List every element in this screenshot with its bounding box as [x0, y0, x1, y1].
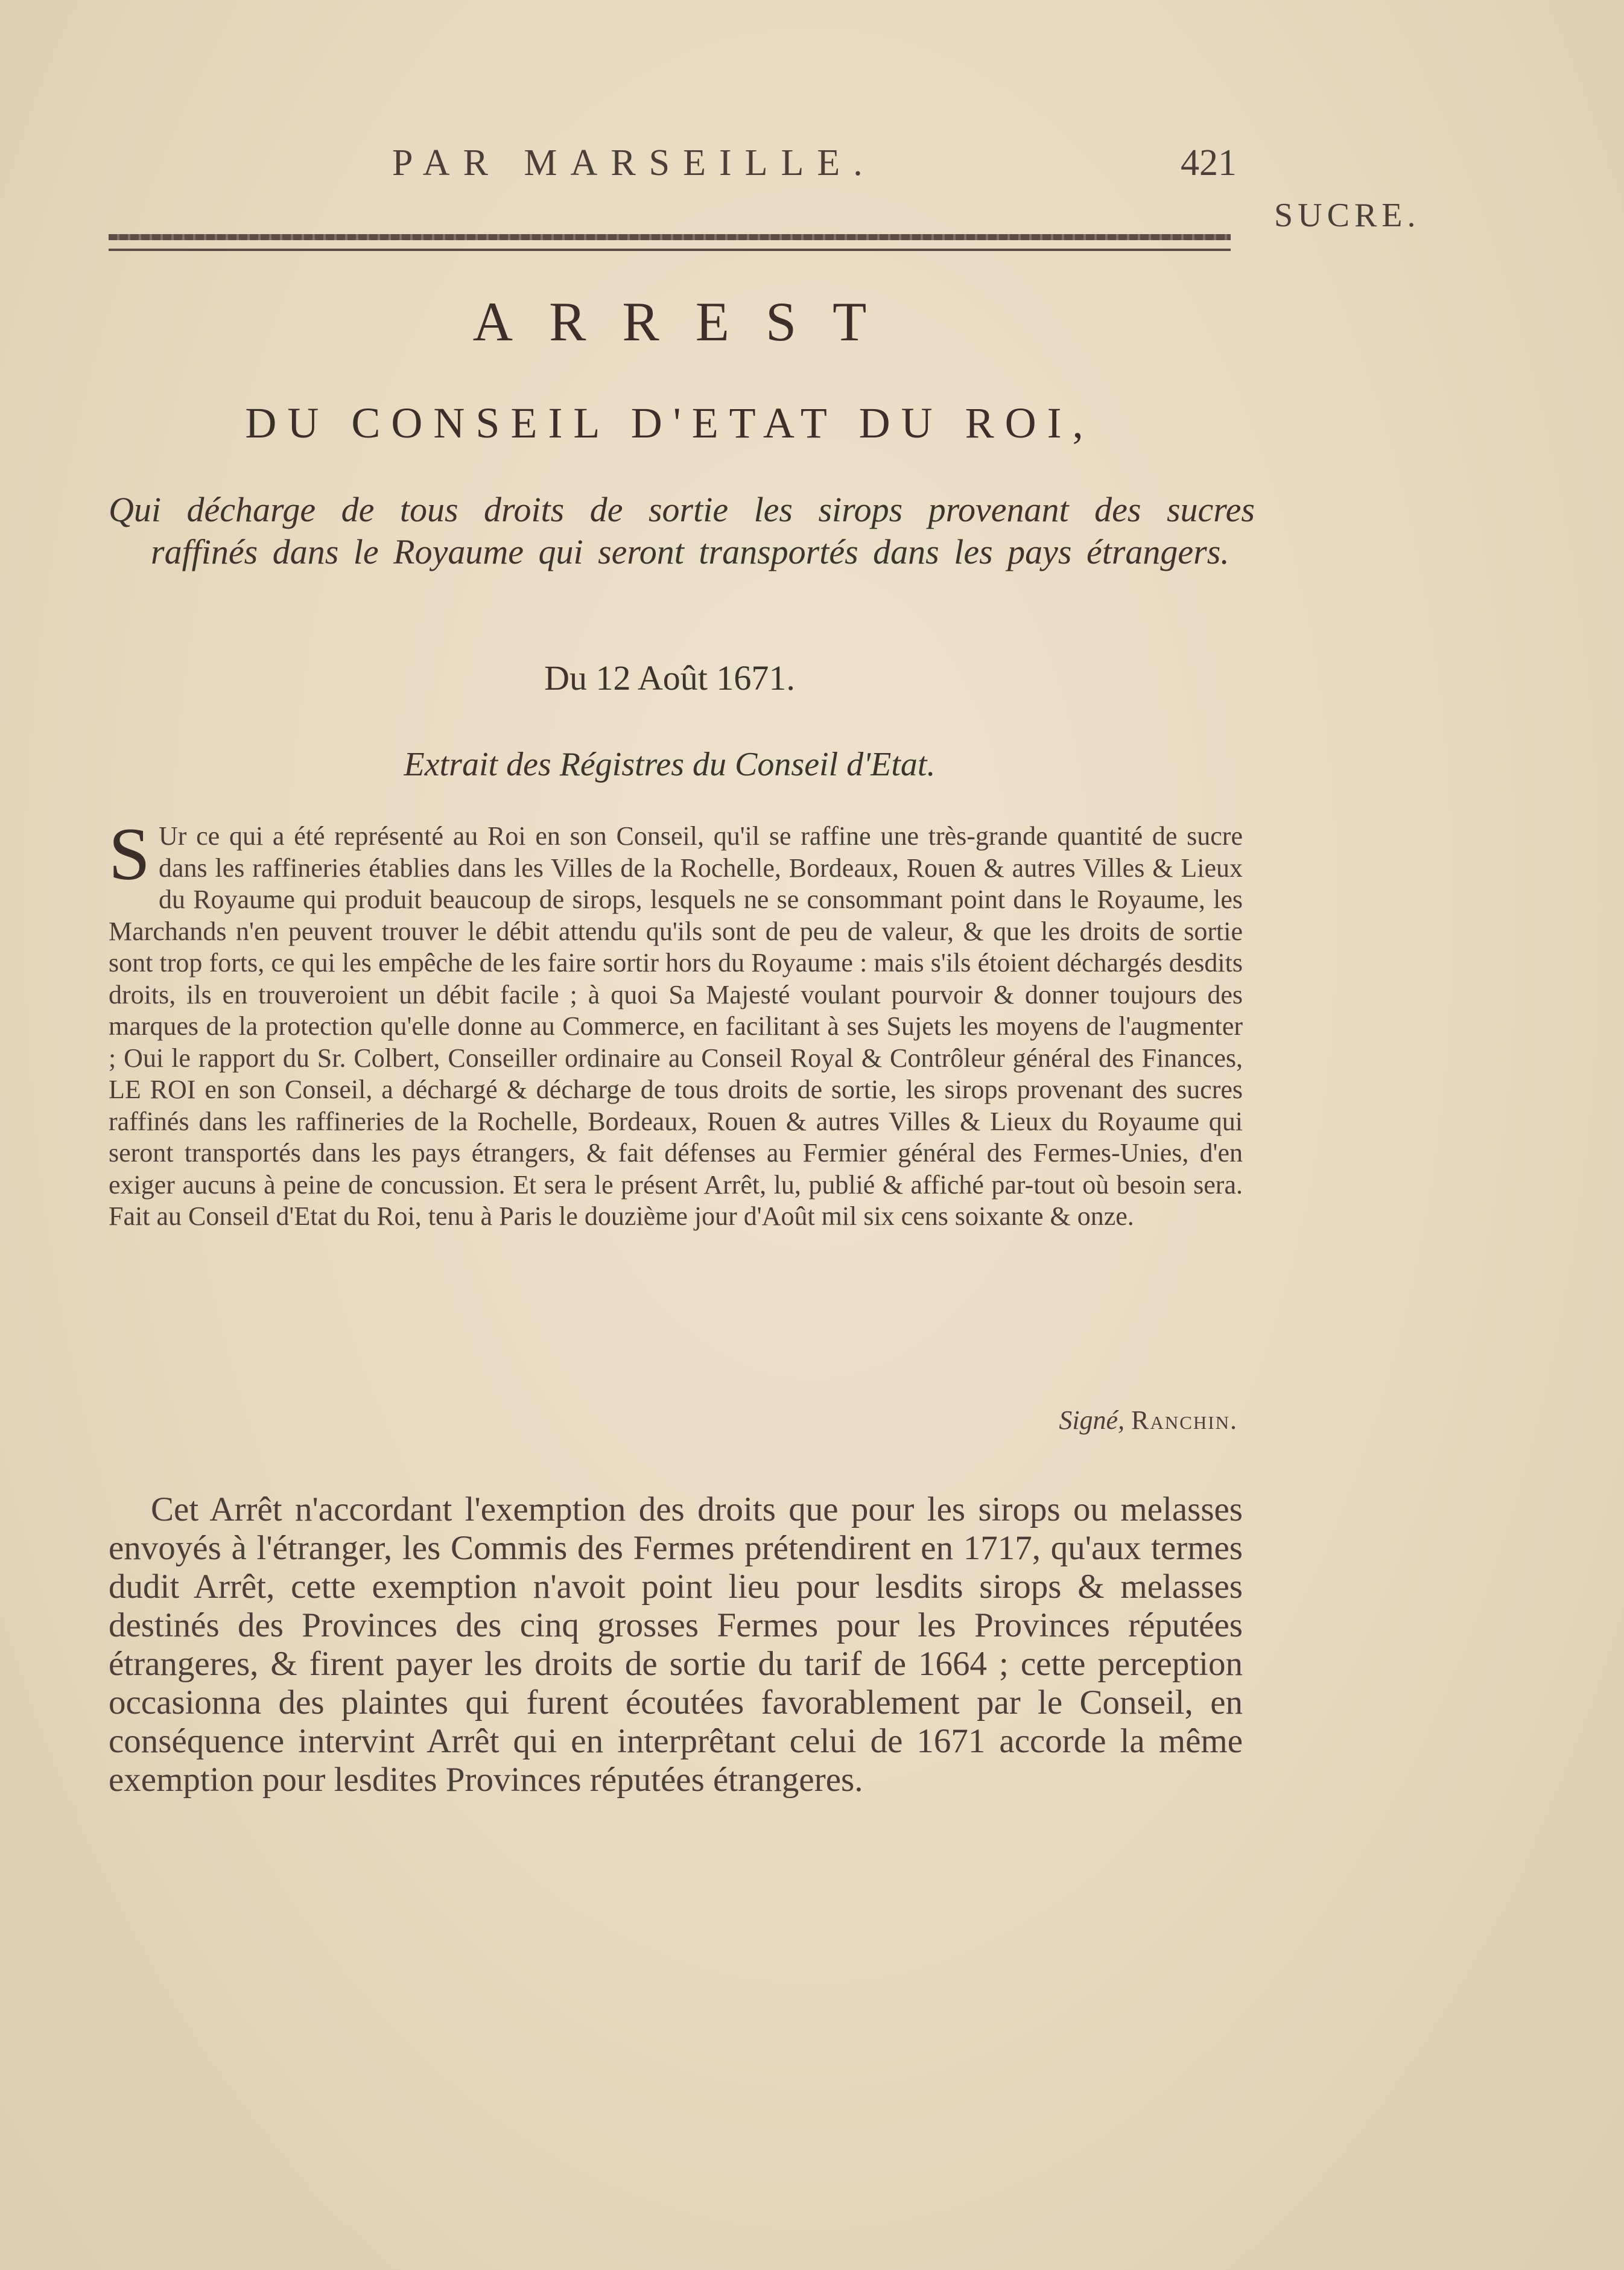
- header-rule-thick: [109, 234, 1231, 240]
- decree-summary-text: Qui décharge de tous droits de sortie les sirops provenant des sucres raffinés dans le Royaume qui seront transportés dans les pays étrangers.: [109, 490, 1255, 571]
- drop-cap: S: [109, 813, 150, 895]
- margin-note: SUCRE.: [1274, 197, 1421, 234]
- decree-title: ARREST: [472, 291, 903, 352]
- decree-subtitle: DU CONSEIL D'ETAT DU ROI,: [245, 399, 1094, 447]
- decree-summary: [109, 489, 1255, 573]
- decree-date: Du 12 Août 1671.: [544, 658, 795, 698]
- extract-heading: Extrait des Régistres du Conseil d'Etat.: [404, 746, 936, 783]
- signature-name: Ranchin.: [1131, 1405, 1238, 1435]
- header-rule-thin: [109, 249, 1231, 251]
- signature: [1059, 1405, 1238, 1435]
- decree-body: [109, 813, 1243, 1233]
- page-number: 421: [1181, 142, 1237, 183]
- decree-body-text: Ur ce qui a été représenté au Roi en son Conseil, qu'il se raffine une très-grande quantité de sucre dans les raffineries établies dans les Villes de la Rochelle, Bordeaux, Rouen & autres Villes & Lieux du Royaume qui produit beaucoup de sirops, lesquels ne se consommant point dans le Royaume, les Marchands n'en peuvent trouver le débit attendu qu'ils sont de peu de valeur, & que les droits de sortie sont trop forts, ce qui les empêche de les faire sortir hors du Royaume : mais s'ils étoient déchargés desdits droits, ils en trouveroient un débit facile ; à quoi Sa Majesté voulant pourvoir & donner toujours des marques de la protection qu'elle donne au Commerce, en facilitant à ses Sujets les moyens de l'augmenter ; Oui le rapport du Sr. Colbert, Conseiller ordinaire au Conseil Royal & Contrôleur général des Finances, LE ROI en son Conseil, a déchargé & décharge de tous droits de sortie, les sirops provenant des sucres raffinés dans les raffineries de la Rochelle, Bordeaux, Rouen & autres Villes & Lieux du Royaume qui seront transportés dans les pays étrangers, & fait défenses au Fermier général des Fermes-Unies, d'en exiger aucuns à peine de concussion. Et sera le présent Arrêt, lu, publié & affiché par-tout où besoin sera. Fait au Conseil d'Etat du Roi, tenu à Paris le douzième jour d'Août mil six cens soixante & onze.: [109, 821, 1243, 1231]
- signature-label: Signé,: [1059, 1405, 1125, 1435]
- running-title: PAR MARSEILLE.: [392, 142, 876, 183]
- commentary-paragraph: Cet Arrêt n'accordant l'exemption des droits que pour les sirops ou melasses envoyés à l'étranger, les Commis des Fermes prétendirent en 1717, qu'aux termes dudit Arrêt, cette exemption n'avoit point lieu pour lesdits sirops & melasses destinés des Provinces des cinq grosses Fermes pour les Provinces réputées étrangeres, & firent payer les droits de sortie du tarif de 1664 ; cette perception occasionna des plaintes qui furent écoutées favorablement par le Conseil, en conséquence intervint Arrêt qui en interprêtant celui de 1671 accorde la même exemption pour lesdites Provinces réputées étrangeres.: [109, 1490, 1243, 1799]
- running-head: [103, 142, 1237, 190]
